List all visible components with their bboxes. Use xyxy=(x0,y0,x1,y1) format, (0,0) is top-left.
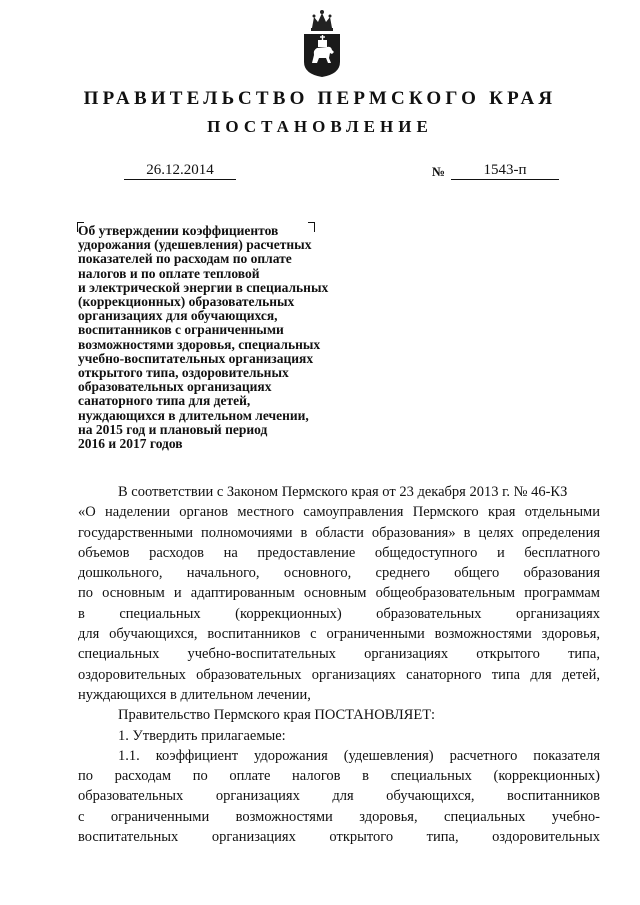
body-line: по расходам по оплате налогов в специальных (коррекционных) xyxy=(78,768,600,785)
title-line: нуждающихся в длительном лечении, xyxy=(78,407,309,423)
body-line: государственными полномочиями в области образования» в целях определения xyxy=(78,524,600,541)
document-title xyxy=(78,224,368,451)
body-line: для обучающихся, воспитанников с ограниченными возможностями здоровья, xyxy=(78,626,600,643)
body-line: объемов расходов на предоставление общедоступного и бесплатного xyxy=(78,544,600,561)
body-line: оздоровительных образовательных организациях санаторного типа для детей, xyxy=(78,666,600,683)
title-line: возможностями здоровья, специальных xyxy=(78,336,321,352)
title-line: 2016 и 2017 годов xyxy=(78,436,183,452)
document-number: 1543-п xyxy=(451,162,559,180)
body-line: В соответствии с Законом Пермского края от 23 декабря 2013 г. № 46-КЗ xyxy=(118,484,568,500)
body-line: 1. Утвердить прилагаемые: xyxy=(118,727,286,744)
title-line: образовательных организациях xyxy=(78,379,272,395)
document-body xyxy=(78,482,600,847)
title-line: учебно-воспитательных организациях xyxy=(78,350,314,366)
coat-of-arms-icon xyxy=(301,8,343,78)
document-date: 26.12.2014 xyxy=(124,162,236,180)
title-line: налогов и по оплате тепловой xyxy=(78,265,260,281)
body-line: специальных учебно-воспитательных организациях открытого типа, xyxy=(78,646,600,663)
body-line: воспитательных организациях открытого типа, оздоровительных xyxy=(78,829,600,846)
title-line: Об утверждении коэффициентов xyxy=(78,223,279,238)
body-line: дошкольного, начального, основного, среднего общего образования xyxy=(78,565,600,582)
body-line: в специальных (коррекционных) образовательных организациях xyxy=(78,605,600,622)
title-line: санаторного типа для детей, xyxy=(78,393,251,409)
title-line: воспитанников с ограниченными xyxy=(78,322,284,338)
title-line: организациях для обучающихся, xyxy=(78,308,278,324)
body-line: по основным и адаптированным основным общеобразовательным программам xyxy=(78,585,600,602)
title-line: (коррекционных) образовательных xyxy=(78,294,295,310)
body-line: Правительство Пермского края ПОСТАНОВЛЯЕТ: xyxy=(118,707,436,724)
title-line: показателей по расходам по оплате xyxy=(78,251,292,267)
body-line: 1.1. коэффициент удорожания (удешевления) расчетного показателя xyxy=(118,747,600,764)
title-line: открытого типа, оздоровительных xyxy=(78,365,289,381)
number-sign: № xyxy=(432,164,446,179)
body-line: «О наделении органов местного самоуправления Пермского края отдельными xyxy=(78,504,600,521)
title-line: и электрической энергии в специальных xyxy=(78,279,329,295)
title-line: на 2015 год и плановый период xyxy=(78,421,268,437)
body-line: с ограниченными возможностями здоровья, специальных учебно- xyxy=(78,808,600,825)
document-type: ПОСТАНОВЛЕНИЕ xyxy=(207,117,433,136)
body-line: образовательных организациях для обучающихся, воспитанников xyxy=(78,788,600,805)
body-line: нуждающихся в длительном лечении, xyxy=(78,686,311,703)
organization-name: ПРАВИТЕЛЬСТВО ПЕРМСКОГО КРАЯ xyxy=(83,88,557,109)
title-line: удорожания (удешевления) расчетных xyxy=(78,237,312,253)
